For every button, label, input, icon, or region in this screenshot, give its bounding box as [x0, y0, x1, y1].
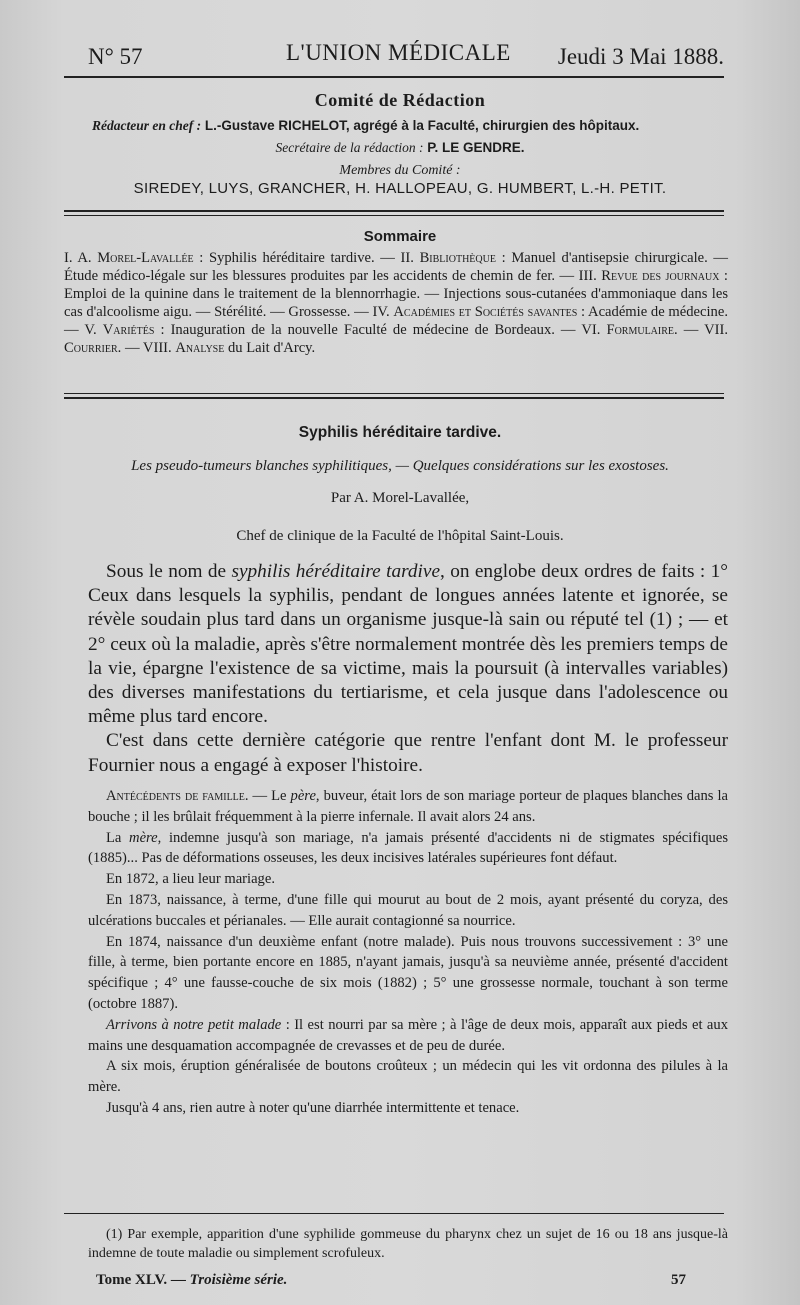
article-subtitle: Les pseudo-tumeurs blanches syphilitiques, — Quelques considérations sur les exostoses.	[131, 458, 669, 474]
body-paragraph: En 1873, naissance, à terme, d'une fille qui mourut au bout de 2 mois, ayant présenté du coryza, des ulcérations buccales et périanales. — Elle aurait contagionné sa nourrice.	[88, 891, 728, 929]
secretaire-name: P. LE GENDRE.	[427, 140, 525, 155]
sommaire-list	[64, 249, 728, 357]
author-role: Chef de clinique de la Faculté de l'hôpital Saint-Louis.	[236, 528, 564, 544]
footnote-rule	[64, 1213, 724, 1214]
redacteur-name: L.-Gustave RICHELOT, agrégé à la Faculté, chirurgien des hôpitaux.	[204, 118, 640, 133]
body-paragraph: Antécédents de famille. — Le père, buveur, était lors de son mariage porteur de plaques blanches dans la bouche ; il les brûlait fréquemment à la pierre infernale. Il avait alors 24 ans.	[88, 788, 729, 825]
membres-list: SIREDEY, LUYS, GRANCHER, H. HALLOPEAU, G. HUMBERT, L.-H. PETIT.	[133, 180, 667, 197]
redacteur-line	[92, 118, 732, 134]
sommaire-item: I. A. Morel-Lavallée : Syphilis héréditaire tardive. —	[64, 250, 401, 266]
sommaire-item: V. Variétés : Inauguration de la nouvelle Faculté de médecine de Bordeaux. —	[84, 322, 582, 338]
sommaire-item: VI. Formulaire. —	[581, 322, 705, 338]
membres-label: Membres du Comité :	[339, 163, 461, 178]
comite-rule-1	[64, 210, 724, 212]
sommaire-rule-2	[64, 397, 724, 399]
sommaire-rule-1	[64, 393, 724, 394]
intro-paragraph: Sous le nom de syphilis héréditaire tardive, on englobe deux ordres de faits : 1° Ceux dans lesquels la syphilis, pendant de longues années latente et ignorée, se révèle soudain plus tard dans un organisme jusque-là sain ou réputé tel (1) ; — et 2° ceux où la maladie, après s'être normalement montrée dès les premiers temps de la vie, épargne l'existence de sa victime, mais la poursuit (à intervalles variables) des diverses manifestations du tertiarisme, et cela jusque dans l'adolescence ou même plus tard encore.	[88, 561, 728, 728]
intro-text	[88, 560, 728, 778]
footnote-text: (1) Par exemple, apparition d'une syphilide gommeuse du pharynx chez un sujet de 16 ou 18 ans jusque-là indemne de toute maladie ou simplement scrofuleux.	[88, 1227, 728, 1261]
body-paragraph: Jusqu'à 4 ans, rien autre à noter qu'une diarrhée intermittente et tenace.	[106, 1099, 520, 1116]
secretaire-label: Secrétaire de la rédaction :	[275, 140, 424, 155]
sommaire-item: VIII. Analyse du Lait d'Arcy.	[142, 340, 316, 356]
body-paragraph: La mère, indemne jusqu'à son mariage, n'a jamais présenté d'accidents ni de stigmates spécifiques (1885)... Pas de déformations osseuses, les deux incisives latérales supérieures font défaut.	[88, 829, 728, 867]
running-header	[88, 40, 724, 74]
body-paragraph: En 1872, a lieu leur mariage.	[106, 871, 275, 888]
header-rule	[64, 76, 724, 78]
tome-label: Tome XLV. — Troisième série.	[96, 1272, 288, 1288]
issue-number: N° 57	[88, 44, 143, 69]
secretaire-line	[0, 140, 800, 156]
redacteur-label: Rédacteur en chef :	[92, 118, 202, 133]
sommaire-item: III. Revue des journaux : Emploi de la quinine dans le traitement de la blennorrhagie. — Injections sous-cutanées d'ammoniaque dans les cas d'alcoolisme aigu. — Stérélité. — Grossesse. —	[64, 268, 728, 320]
sommaire-item: II. Bibliothèque : Manuel d'antisepsie chirurgicale. — Étude médico-légale sur les blessures produites par les accidents de chemin de fer. —	[64, 250, 728, 284]
issue-date: Jeudi 3 Mai 1888.	[557, 44, 724, 69]
body-paragraph: A six mois, éruption généralisée de boutons croûteux ; un médecin qui les vit ordonna des pilules à la mère.	[88, 1058, 728, 1096]
article-title: Syphilis héréditaire tardive.	[298, 424, 502, 441]
sommaire-item: VII. Courrier. —	[64, 322, 729, 356]
article-author: Par A. Morel-Lavallée,	[330, 490, 470, 506]
body-paragraph: Arrivons à notre petit malade : Il est nourri par sa mère ; à l'âge de deux mois, apparaît aux pieds et aux mains une desquamation accompagnée de crevasses et de peu de durée.	[88, 1016, 728, 1054]
sommaire-item: IV. Académies et Sociétés savantes : Académie de médecine. —	[64, 304, 728, 338]
comite-title: Comité de Rédaction	[314, 90, 486, 110]
footnote	[88, 1225, 728, 1263]
body-paragraph: En 1874, naissance d'un deuxième enfant (notre malade). Puis nous trouvons successivement : 3° une fille, à terme, bien portante encore en 1885, n'ayant jamais, jusqu'à sa neuvième année, présenté d'accident spécifique ; 4° une fausse-couche de six mois (1882) ; 5° une grossesse normale, touchant à son terme (octobre 1887).	[88, 933, 728, 1012]
intro-paragraph: C'est dans cette dernière catégorie que rentre l'enfant dont M. le professeur Fournier nous a engagé à exposer l'histoire.	[88, 730, 728, 776]
journal-title: L'UNION MÉDICALE	[286, 40, 511, 65]
page-number: 57	[671, 1272, 686, 1288]
comite-rule-2	[64, 215, 724, 216]
sommaire-title: Sommaire	[363, 228, 437, 245]
article-body	[88, 786, 728, 1119]
